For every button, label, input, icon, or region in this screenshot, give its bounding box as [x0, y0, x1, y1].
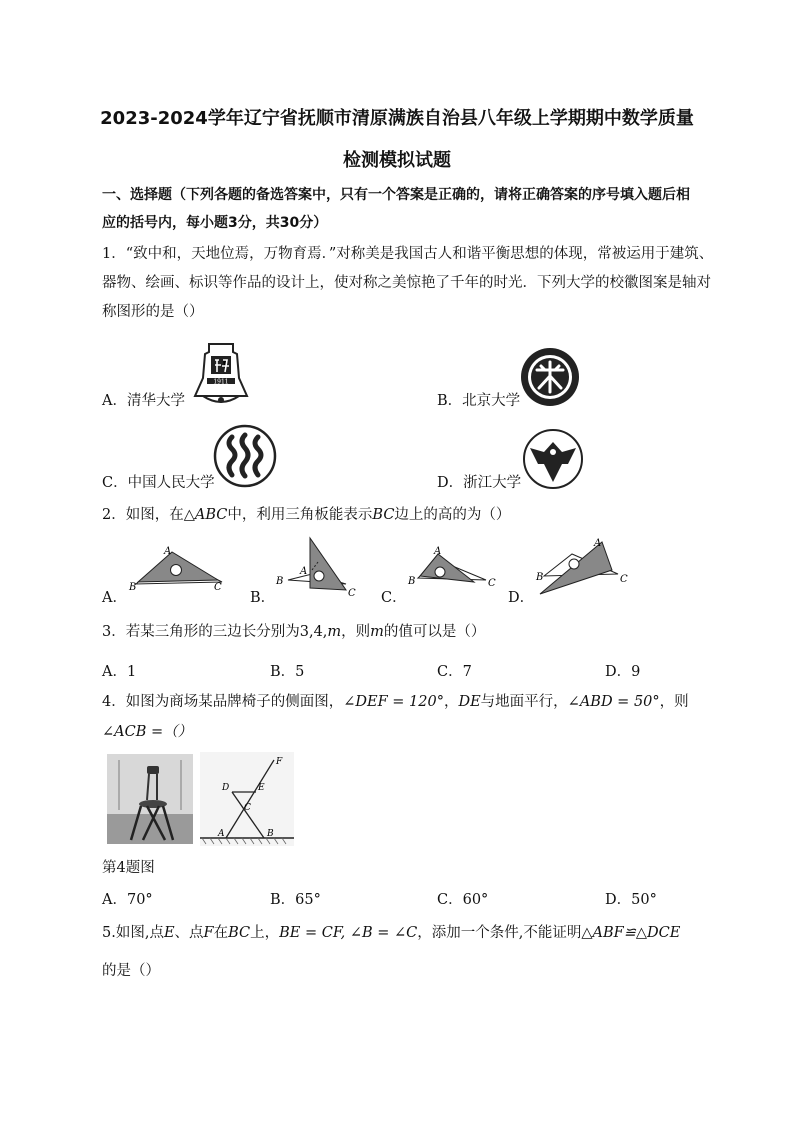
- q2-figure-b: [274, 534, 362, 602]
- svg-text:F: F: [276, 757, 283, 767]
- q4-stem: 4．如图为商场某品牌椅子的侧面图，∠DEF = 120°，DE与地面平行，∠ABD = 50°，则: [102, 694, 689, 710]
- svg-text:C: C: [348, 588, 356, 599]
- q2-figure-d: [532, 534, 632, 600]
- q1-option-d[interactable]: D．浙江大学: [437, 475, 522, 491]
- page-title: 2023-2024学年辽宁省抚顺市清原满族自治县八年级上学期期中数学质量: [100, 108, 694, 129]
- q2-option-d[interactable]: D．: [508, 590, 535, 606]
- q5-stem-cont: 的是（）: [102, 963, 160, 979]
- svg-text:B: B: [408, 576, 416, 587]
- page-subtitle: 检测模拟试题: [343, 150, 451, 171]
- svg-text:B: B: [129, 582, 137, 593]
- chair-photo: [107, 754, 193, 844]
- svg-text:C: C: [214, 582, 222, 593]
- q1-option-b[interactable]: B．北京大学: [437, 393, 521, 409]
- section-heading-cont: 应的括号内，每小题3分，共30分）: [102, 215, 328, 231]
- q3-option-d[interactable]: D．9: [605, 664, 641, 680]
- q1-line2: 器物、绘画、标识等作品的设计上，使对称之美惊艳了千年的时光．下列大学的校徽图案是轴对: [102, 275, 711, 291]
- svg-text:A: A: [434, 546, 442, 557]
- tsinghua-emblem-icon: [185, 338, 257, 410]
- svg-text:B: B: [276, 576, 284, 587]
- zhejiang-emblem-icon: [522, 428, 584, 490]
- q3-stem: 3．若某三角形的三边长分别为3,4,m，则m的值可以是（）: [102, 624, 486, 640]
- q3-option-b[interactable]: B．5: [270, 664, 305, 680]
- renmin-emblem-icon: [212, 423, 278, 489]
- svg-text:B: B: [267, 829, 274, 839]
- svg-text:C: C: [244, 803, 251, 813]
- svg-text:A: A: [594, 538, 602, 549]
- section-heading: 一、选择题（下列各题的备选答案中，只有一个答案是正确的，请将正确答案的序号填入题后相: [102, 187, 690, 203]
- q3-option-a[interactable]: A．1: [102, 664, 137, 680]
- q3-option-c[interactable]: C．7: [437, 664, 472, 680]
- q4-stem-cont: ∠ACB =（）: [102, 724, 193, 740]
- q4-option-c[interactable]: C．60°: [437, 892, 489, 908]
- q5-stem: 5.如图,点E、点F在BC上，BE = CF, ∠B = ∠C，添加一个条件,不能证明△ABF≌△DCE: [102, 925, 681, 941]
- q4-chair-diagram: [200, 752, 294, 846]
- svg-text:A: A: [164, 546, 172, 557]
- svg-text:C: C: [620, 574, 628, 585]
- q2-figure-a: [124, 540, 224, 600]
- svg-text:C: C: [488, 578, 496, 589]
- q1-line1: 1．“致中和，天地位焉，万物育焉．”对称美是我国古人和谐平衡思想的体现，常被运用于建筑、: [102, 246, 714, 262]
- svg-text:A: A: [300, 566, 308, 577]
- q1-line3: 称图形的是（）: [102, 304, 204, 320]
- q4-option-d[interactable]: D．50°: [605, 892, 657, 908]
- q4-figure-caption: 第4题图: [102, 860, 155, 876]
- q2-stem: 2．如图，在△ABC中，利用三角板能表示BC边上的高的为（）: [102, 507, 511, 523]
- q1-option-a[interactable]: A．清华大学: [102, 393, 185, 409]
- q2-figure-c: [404, 546, 500, 598]
- peking-emblem-icon: [519, 346, 581, 408]
- svg-text:A: A: [218, 829, 225, 839]
- seal-year: 1911: [213, 378, 229, 386]
- q4-option-b[interactable]: B．65°: [270, 892, 321, 908]
- svg-text:B: B: [536, 572, 544, 583]
- q2-option-b[interactable]: B．: [250, 590, 276, 606]
- q4-option-a[interactable]: A．70°: [102, 892, 153, 908]
- q2-option-c[interactable]: C．: [381, 590, 407, 606]
- svg-text:D: D: [222, 783, 230, 793]
- q1-option-c[interactable]: C．中国人民大学: [102, 475, 215, 491]
- q2-option-a[interactable]: A．: [102, 590, 127, 606]
- svg-text:E: E: [258, 783, 265, 793]
